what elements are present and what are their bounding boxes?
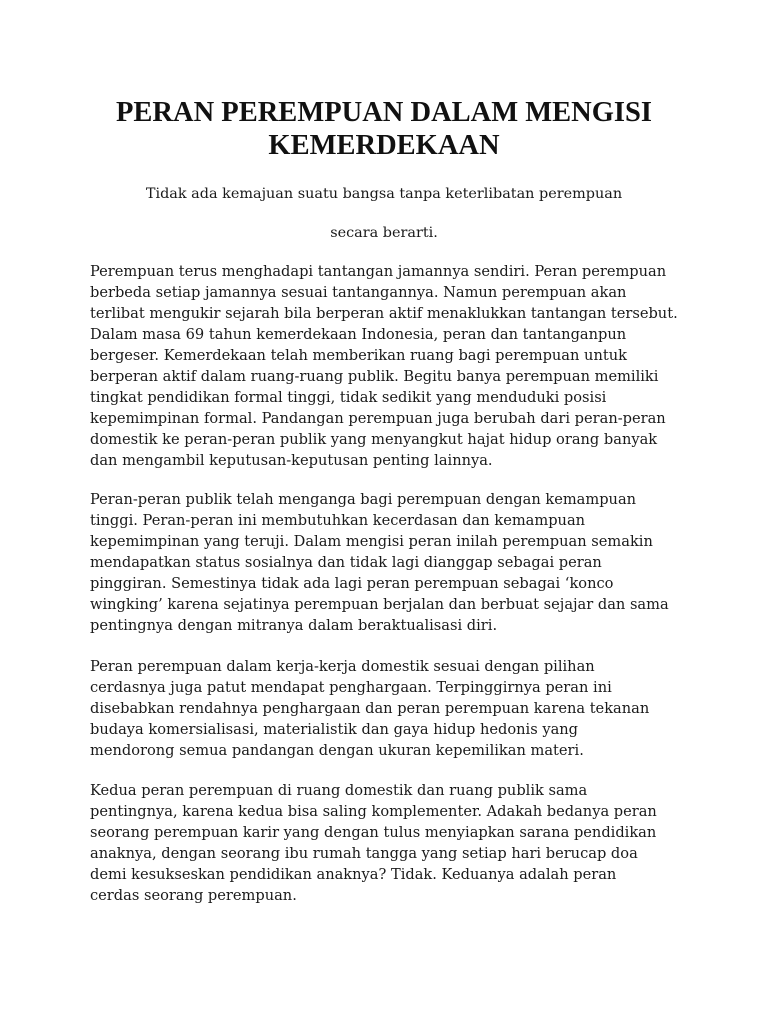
paragraph-line: dan mengambil keputusan-keputusan penting lainnya. bbox=[90, 452, 493, 469]
subtitle-line: Tidak ada kemajuan suatu bangsa tanpa keterlibatan perempuan bbox=[145, 186, 623, 202]
paragraph-line: cerdas seorang perempuan. bbox=[90, 887, 297, 904]
paragraph-line: pinggiran. Semestinya tidak ada lagi peran perempuan sebagai ‘konco bbox=[90, 575, 614, 592]
paragraph-line: Peran-peran publik telah menganga bagi perempuan dengan kemampuan bbox=[90, 491, 637, 508]
paragraph-line: tinggi. Peran-peran ini membutuhkan kecerdasan dan kemampuan bbox=[90, 512, 586, 529]
paragraph-line: Peran perempuan dalam kerja-kerja domestik sesuai dengan pilihan bbox=[90, 658, 595, 675]
paragraph-line: Dalam masa 69 tahun kemerdekaan Indonesia, peran dan tantanganpun bbox=[90, 326, 627, 343]
paragraph-line: Perempuan terus menghadapi tantangan jamannya sendiri. Peran perempuan bbox=[90, 263, 667, 280]
paragraph-line: mendorong semua pandangan dengan ukuran kepemilikan materi. bbox=[90, 742, 584, 759]
paragraph-line: cerdasnya juga patut mendapat penghargaan. Terpinggirnya peran ini bbox=[90, 679, 612, 696]
paragraph-line: mendapatkan status sosialnya dan tidak lagi dianggap sebagai peran bbox=[90, 554, 602, 571]
paragraph bbox=[90, 780, 686, 906]
paragraph-line: Kedua peran perempuan di ruang domestik dan ruang publik sama bbox=[90, 782, 588, 799]
paragraph-line: kepemimpinan yang teruji. Dalam mengisi peran inilah perempuan semakin bbox=[90, 533, 653, 550]
paragraph-line: bergeser. Kemerdekaan telah memberikan ruang bagi perempuan untuk bbox=[90, 347, 627, 364]
paragraph bbox=[90, 489, 686, 636]
paragraph-line: pentingnya dengan mitranya dalam beraktualisasi diri. bbox=[90, 617, 498, 634]
paragraph-line: disebabkan rendahnya penghargaan dan peran perempuan karena tekanan bbox=[90, 700, 650, 717]
paragraph-line: demi kesukseskan pendidikan anaknya? Tidak. Keduanya adalah peran bbox=[90, 866, 617, 883]
paragraph-line: terlibat mengukir sejarah bila berperan aktif menaklukkan tantangan tersebut. bbox=[90, 305, 678, 322]
paragraph-line: budaya komersialisasi, materialistik dan gaya hidup hedonis yang bbox=[90, 721, 579, 738]
title-line: PERAN PEREMPUAN DALAM MENGISI bbox=[116, 97, 652, 128]
paragraph-line: tingkat pendidikan formal tinggi, tidak sedikit yang menduduki posisi bbox=[90, 389, 607, 406]
paragraph-line: berperan aktif dalam ruang-ruang publik. Begitu banya perempuan memiliki bbox=[90, 368, 659, 385]
page-title bbox=[40, 96, 728, 162]
paragraph-line: domestik ke peran-peran publik yang menyangkut hajat hidup orang banyak bbox=[90, 431, 658, 448]
subtitle-line: secara berarti. bbox=[330, 225, 438, 241]
paragraph-line: berbeda setiap jamannya sesuai tantangannya. Namun perempuan akan bbox=[90, 284, 627, 301]
paragraph-line: pentingnya, karena kedua bisa saling komplementer. Adakah bedanya peran bbox=[90, 803, 657, 820]
paragraph bbox=[90, 261, 686, 471]
paragraph-line: wingking’ karena sejatinya perempuan berjalan dan berbuat sejajar dan sama bbox=[90, 596, 669, 613]
paragraph bbox=[90, 656, 686, 761]
paragraph-line: kepemimpinan formal. Pandangan perempuan juga berubah dari peran-peran bbox=[90, 410, 666, 427]
title-line: KEMERDEKAAN bbox=[268, 130, 500, 161]
paragraph-line: anaknya, dengan seorang ibu rumah tangga yang setiap hari berucap doa bbox=[90, 845, 638, 862]
paragraph-line: seorang perempuan karir yang dengan tulus menyiapkan sarana pendidikan bbox=[90, 824, 657, 841]
